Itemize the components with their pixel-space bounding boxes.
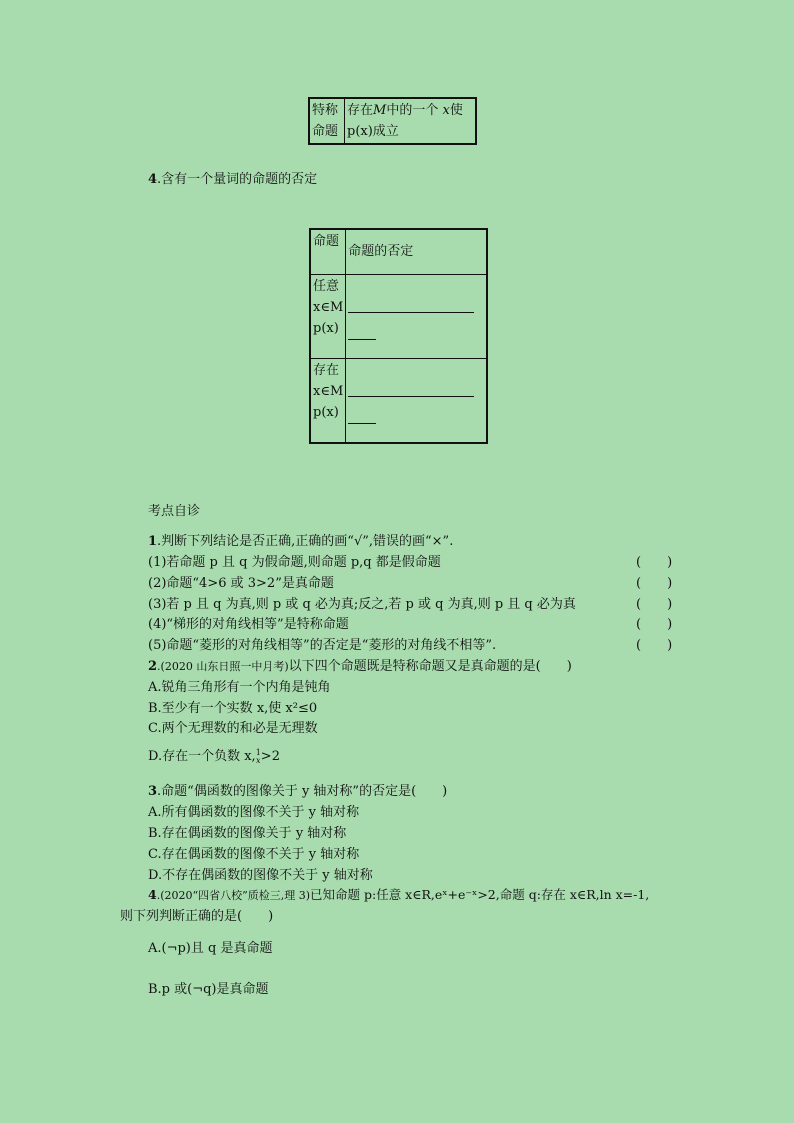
q2-option[interactable]: D.存在一个负数 x,1 x>2 [148, 747, 280, 765]
q3-option[interactable]: A.所有偶函数的图像不关于 y 轴对称 [148, 805, 360, 820]
section-title: 4.含有一个量词的命题的否定 [148, 172, 318, 187]
q2-option[interactable]: C.两个无理数的和必是无理数 [148, 721, 318, 736]
q1-item: (2)命题“4>6 或 3>2”是真命题 [148, 576, 334, 591]
q3-option[interactable]: C.存在偶函数的图像不关于 y 轴对称 [148, 847, 360, 862]
answer-paren[interactable]: ( ) [636, 555, 673, 570]
table2-row2-blank [346, 359, 488, 443]
q1-item: (3)若 p 且 q 为真,则 p 或 q 必为真;反之,若 p 或 q 为真,则 p 且 q 必为真 [148, 597, 576, 612]
table2-header-col2: 命题的否定 [346, 229, 488, 275]
table1-row-desc: 存在M中的一个 x使 p(x)成立 [345, 98, 477, 144]
q3-option[interactable]: D.不存在偶函数的图像不关于 y 轴对称 [148, 868, 373, 883]
answer-blank[interactable] [348, 409, 376, 424]
q4-option[interactable]: A.(¬p)且 q 是真命题 [148, 941, 273, 956]
table2-header-col1: 命题 [310, 229, 346, 275]
table2-row2-prop: 存在 x∈M p(x) [310, 359, 346, 443]
q1-item: (4)“梯形的对角线相等”是特称命题 [148, 617, 349, 632]
diagnosis-title: 考点自诊 [148, 504, 201, 519]
q4-stem: 4.(2020“四省八校”质检三,理 3)已知命题 p:任意 x∈R,eˣ+e⁻ˣ>2,命题 q:存在 x∈R,ln x=-1, [148, 887, 650, 902]
answer-blank[interactable] [348, 376, 474, 397]
answer-blank[interactable] [348, 325, 376, 340]
table-special-proposition [308, 97, 477, 145]
q1-item: (1)若命题 p 且 q 为假命题,则命题 p,q 都是假命题 [148, 555, 441, 570]
answer-paren[interactable]: ( ) [636, 597, 673, 612]
table1-row-head: 特称命题 [309, 98, 345, 144]
q1-item: (5)命题“菱形的对角线相等”的否定是“菱形的对角线不相等”. [148, 638, 497, 653]
q2-option[interactable]: A.锐角三角形有一个内角是钝角 [148, 680, 331, 695]
q1-stem: 1.判断下列结论是否正确,正确的画“√”,错误的画“×”. [148, 534, 454, 549]
answer-paren[interactable]: ( ) [636, 576, 673, 591]
q4-stem-line2: 则下列判断正确的是( ) [120, 909, 274, 924]
answer-blank[interactable] [348, 292, 474, 313]
table2-row1-prop: 任意 x∈M p(x) [310, 275, 346, 359]
answer-paren[interactable]: ( ) [636, 638, 673, 653]
table-negation [309, 228, 488, 444]
q2-option[interactable]: B.至少有一个实数 x,使 x²≤0 [148, 701, 318, 716]
fraction: 1 x [255, 747, 261, 765]
q2-stem: 2.(2020 山东日照一中月考)以下四个命题既是特称命题又是真命题的是( ) [148, 659, 572, 674]
q3-option[interactable]: B.存在偶函数的图像关于 y 轴对称 [148, 826, 347, 841]
table2-row1-blank [346, 275, 488, 359]
answer-paren[interactable]: ( ) [636, 617, 673, 632]
q3-stem: 3.命题“偶函数的图像关于 y 轴对称”的否定是( ) [148, 784, 448, 799]
q4-option[interactable]: B.p 或(¬q)是真命题 [148, 982, 269, 997]
